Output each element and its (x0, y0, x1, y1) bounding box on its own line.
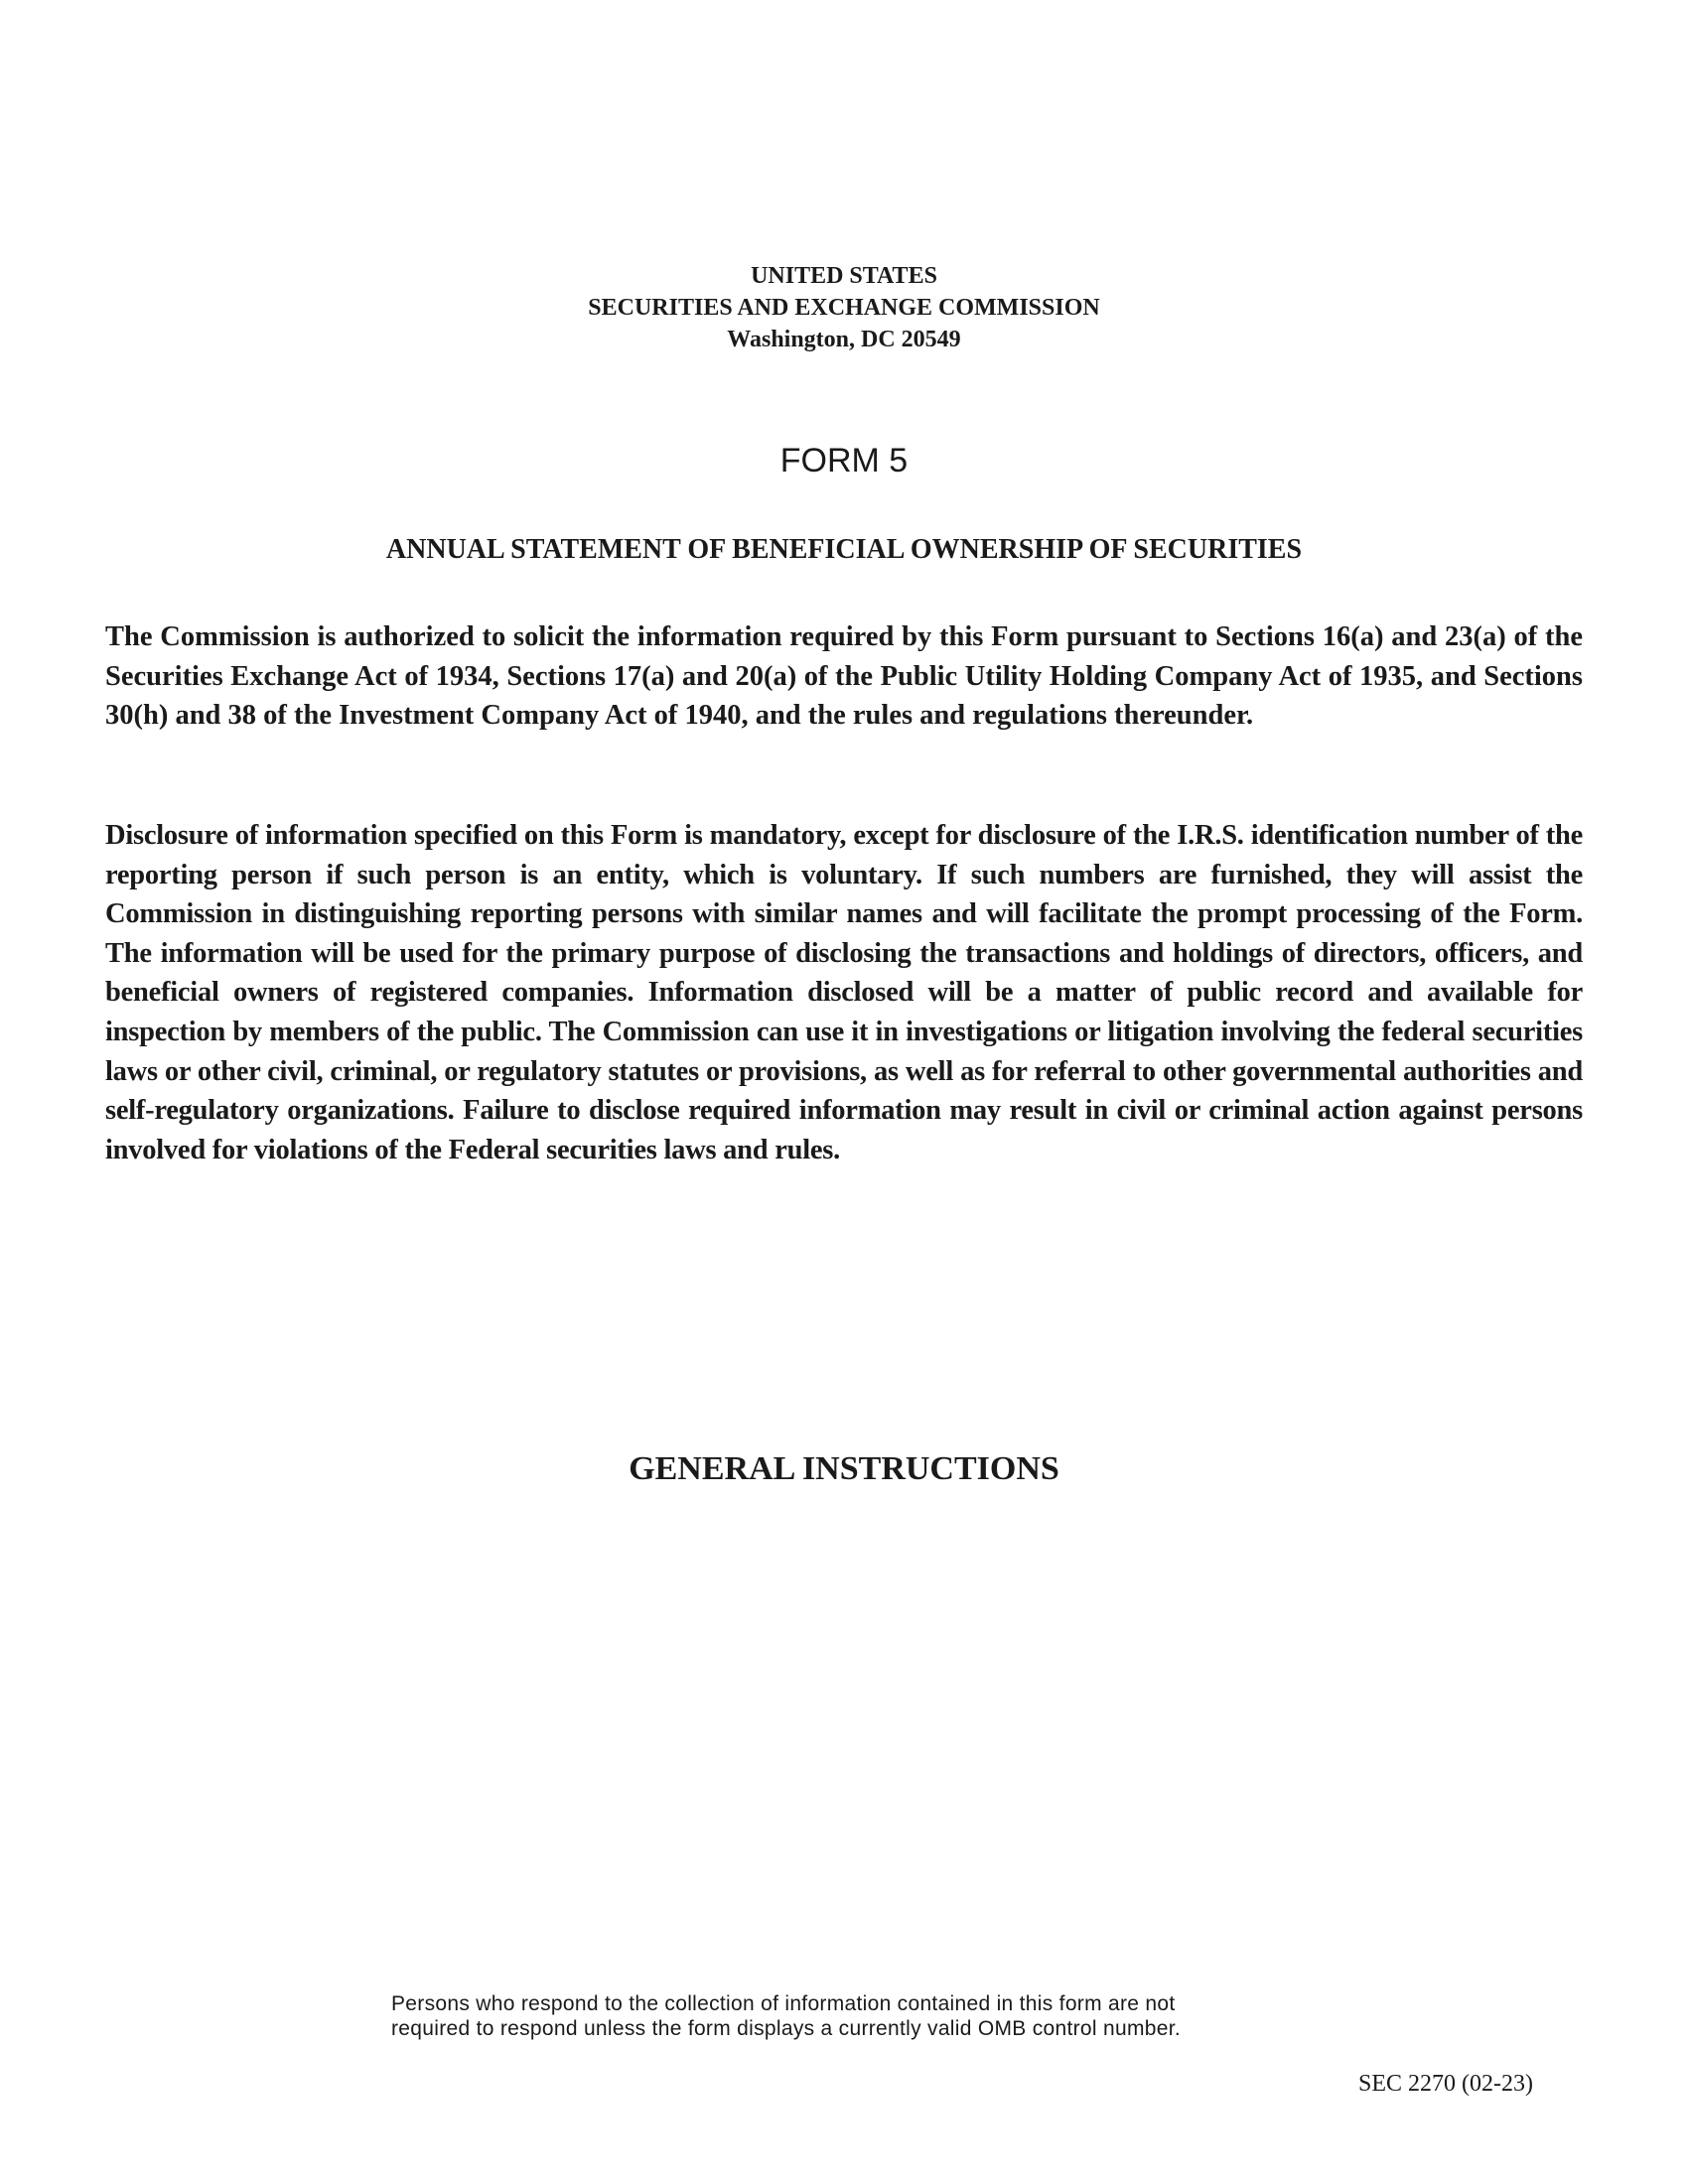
header-agency: SECURITIES AND EXCHANGE COMMISSION (588, 295, 1100, 321)
form-number: FORM 5 (779, 442, 909, 479)
form-title: ANNUAL STATEMENT OF BENEFICIAL OWNERSHIP OF SECURITIES (385, 534, 1303, 565)
omb-notice (391, 1991, 1344, 2041)
general-instructions-heading: GENERAL INSTRUCTIONS (629, 1450, 1059, 1487)
authority-paragraph: The Commission is authorized to solicit the information required by this Form pursuant to Sections 16(a) and 23(a) of the Securities Exchange Act of 1934, Sections 17(a) and 20(a) of the Public Utility Holding Company Act of 1935, and Sections 30(h) and 38 of the Investment Company Act of 1940, and the rules and regulations thereunder. (105, 621, 1583, 732)
header-address: Washington, DC 20549 (727, 327, 961, 352)
agency-header (0, 260, 1688, 355)
form-code: SEC 2270 (02-23) (1358, 2071, 1533, 2097)
disclosure-paragraph: Disclosure of information specified on this Form is mandatory, except for disclosure of the I.R.S. identification number of the reporting person if such person is an entity, which is voluntary. If such numbers are furnished, they will assist the Commission in distinguishing reporting persons with similar names and will facilitate the prompt processing of the Form. The information will be used for the primary purpose of disclosing the transactions and holdings of directors, officers, and beneficial owners of registered companies. Information disclosed will be a matter of public record and available for inspection by members of the public. The Commission can use it in investigations or litigation involving the federal securities laws or other civil, criminal, or regulatory statutes or provisions, as well as for referral to other governmental authorities and self-regulatory organizations. Failure to disclose required information may result in civil or criminal action against persons involved for violations of the Federal securities laws and rules. (105, 820, 1583, 1165)
omb-notice-line: Persons who respond to the collection of information contained in this form are not (391, 1992, 1176, 2015)
omb-notice-line: required to respond unless the form displays a currently valid OMB control number. (391, 2017, 1181, 2040)
header-country: UNITED STATES (751, 263, 937, 289)
